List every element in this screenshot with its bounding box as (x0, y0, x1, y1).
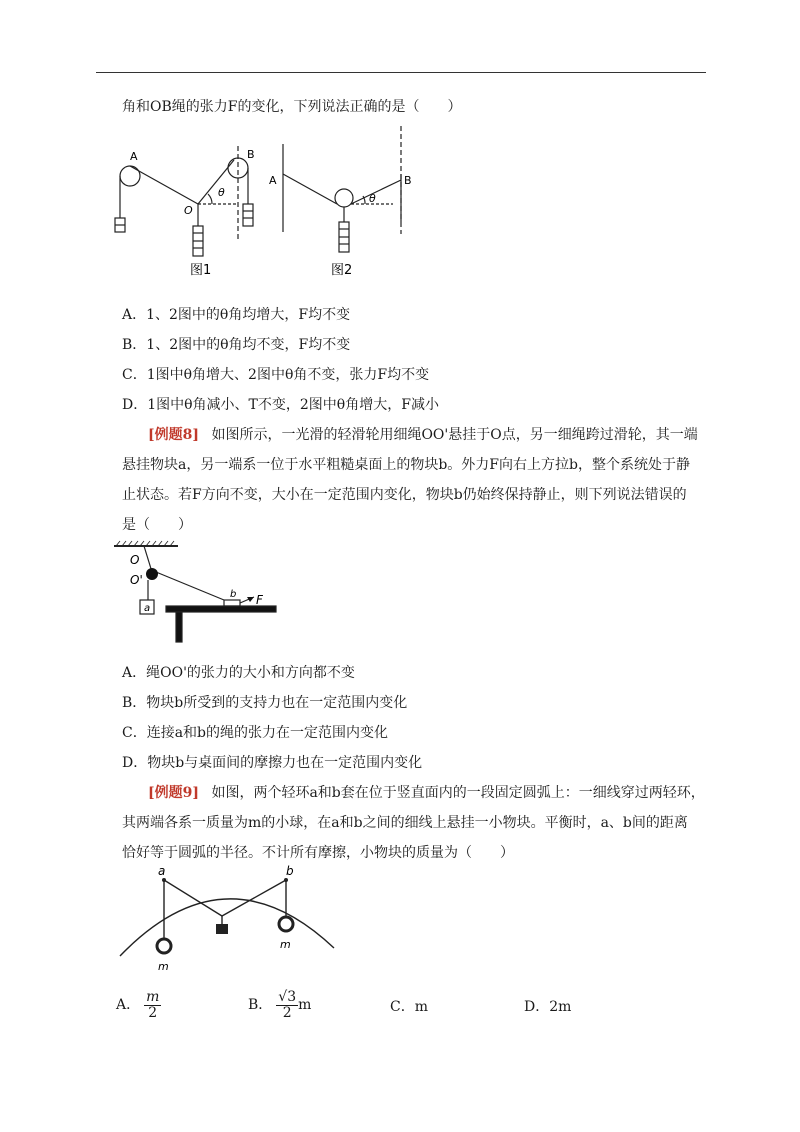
ex8-rope-oo (144, 546, 152, 572)
ex9-label-m-right: m (280, 938, 291, 951)
example8-option-d: D．物块b与桌面间的摩擦力也在一定范围内变化 (122, 755, 423, 771)
ex8-table-leg (176, 612, 182, 642)
example9-option-b: B． $\frac{√3}{2}$ m (248, 989, 312, 1021)
ex9-ring-a (162, 878, 166, 882)
ex9-block (216, 924, 228, 934)
example8-figure (112, 540, 282, 646)
example8-option-a: A．绳OO'的张力的大小和方向都不变 (122, 665, 355, 681)
fig2-label-b: B (404, 174, 412, 187)
fraction-sqrt3-over-2: $\frac{√3}{2}$ (278, 989, 297, 1021)
ex9-thread-a-mid (164, 880, 222, 916)
ex8-label-a: a (144, 603, 151, 614)
ex9-label-a: a (158, 864, 166, 878)
fig1-label-b: B (247, 148, 255, 161)
fig2-pulley (335, 189, 353, 207)
fraction-m-over-2: $\frac{m}{2}$ (146, 989, 160, 1021)
example8-option-b: B．物块b所受到的支持力也在一定范围内变化 (122, 695, 408, 711)
example8-stem-2: 悬挂物块a，另一端系一位于水平粗糙桌面上的物块b。外力F向右上方拉b，整个系统处于静 (122, 457, 690, 473)
figure-2 (265, 122, 415, 280)
ex9-ball-left (157, 939, 171, 953)
ex9-thread-b-mid (222, 880, 286, 916)
fig1-label-theta: θ (218, 186, 225, 199)
example8-option-c: C．连接a和b的绳的张力在一定范围内变化 (122, 725, 389, 741)
fig1-pulley-a (120, 166, 140, 186)
option-c: C．1图中θ角增大、2图中θ角不变，张力F均不变 (122, 367, 430, 383)
fig1-caption: 图1 (190, 263, 212, 278)
option-b: B．1、2图中的θ角均不变，F均不变 (122, 337, 351, 353)
ex8-rope-to-b (156, 572, 224, 600)
ex8-label-b: b (230, 589, 237, 600)
header-rule (96, 72, 706, 73)
ex8-block-b (224, 600, 240, 606)
ex9-ring-b (284, 878, 288, 882)
ex9-label-b: b (286, 864, 294, 878)
ex8-label-o-prime: O' (130, 573, 143, 587)
ex9-ball-right (279, 917, 293, 931)
ex8-label-f: F (256, 593, 263, 607)
example9-line-1 (148, 782, 705, 802)
example9-figure (116, 866, 342, 976)
example8-stem-4: 是（ ） (122, 517, 192, 533)
fig1-label-o: O (184, 204, 193, 217)
fig1-rope-ao (130, 166, 198, 204)
example8-tag: [例题8] (148, 427, 199, 443)
ex8-pulley (146, 568, 158, 580)
example9-option-d: D．2m (524, 999, 572, 1015)
ex9-label-m-left: m (158, 960, 169, 973)
example8-stem-3: 止状态。若F方向不变，大小在一定范围内变化，物块b仍始终保持静止，则下列说法错误的 (122, 487, 687, 503)
example8-stem-1: 如图所示，一光滑的轻滑轮用细绳OO'悬挂于O点，另一细绳跨过滑轮，其一端 (211, 427, 698, 443)
example9-tag: [例题9] (148, 785, 199, 801)
question-stem-tail: 角和OB绳的张力F的变化，下列说法正确的是（ ） (122, 99, 462, 115)
option-a: A．1、2图中的θ角均增大，F均不变 (122, 307, 351, 323)
example9-option-a: A． $\frac{m}{2}$ (116, 989, 160, 1021)
example9-stem-2: 其两端各系一质量为m的小球，在a和b之间的细线上悬挂一小物块。平衡时，a、b间的距离 (122, 815, 688, 831)
example9-option-c: C．m (390, 999, 428, 1015)
fig2-label-a: A (269, 174, 277, 187)
fig1-weight-b (243, 204, 253, 226)
example9-stem-1: 如图，两个轻环a和b套在位于竖直面内的一段固定圆弧上：一细线穿过两轻环， (211, 785, 705, 801)
fig1-label-a: A (130, 150, 138, 163)
ex8-label-o: O (130, 553, 140, 567)
option-d: D．1图中θ角减小、T不变，2图中θ角增大，F减小 (122, 397, 439, 413)
fig2-rope-left (283, 174, 337, 204)
fig2-caption: 图2 (331, 263, 353, 278)
figure-1 (108, 140, 268, 280)
example8-line-1 (148, 424, 698, 444)
fig2-label-theta: θ (369, 192, 376, 205)
fig2-rope-right (351, 180, 401, 204)
example9-stem-3: 恰好等于圆弧的半径。不计所有摩擦，小物块的质量为（ ） (122, 845, 514, 861)
